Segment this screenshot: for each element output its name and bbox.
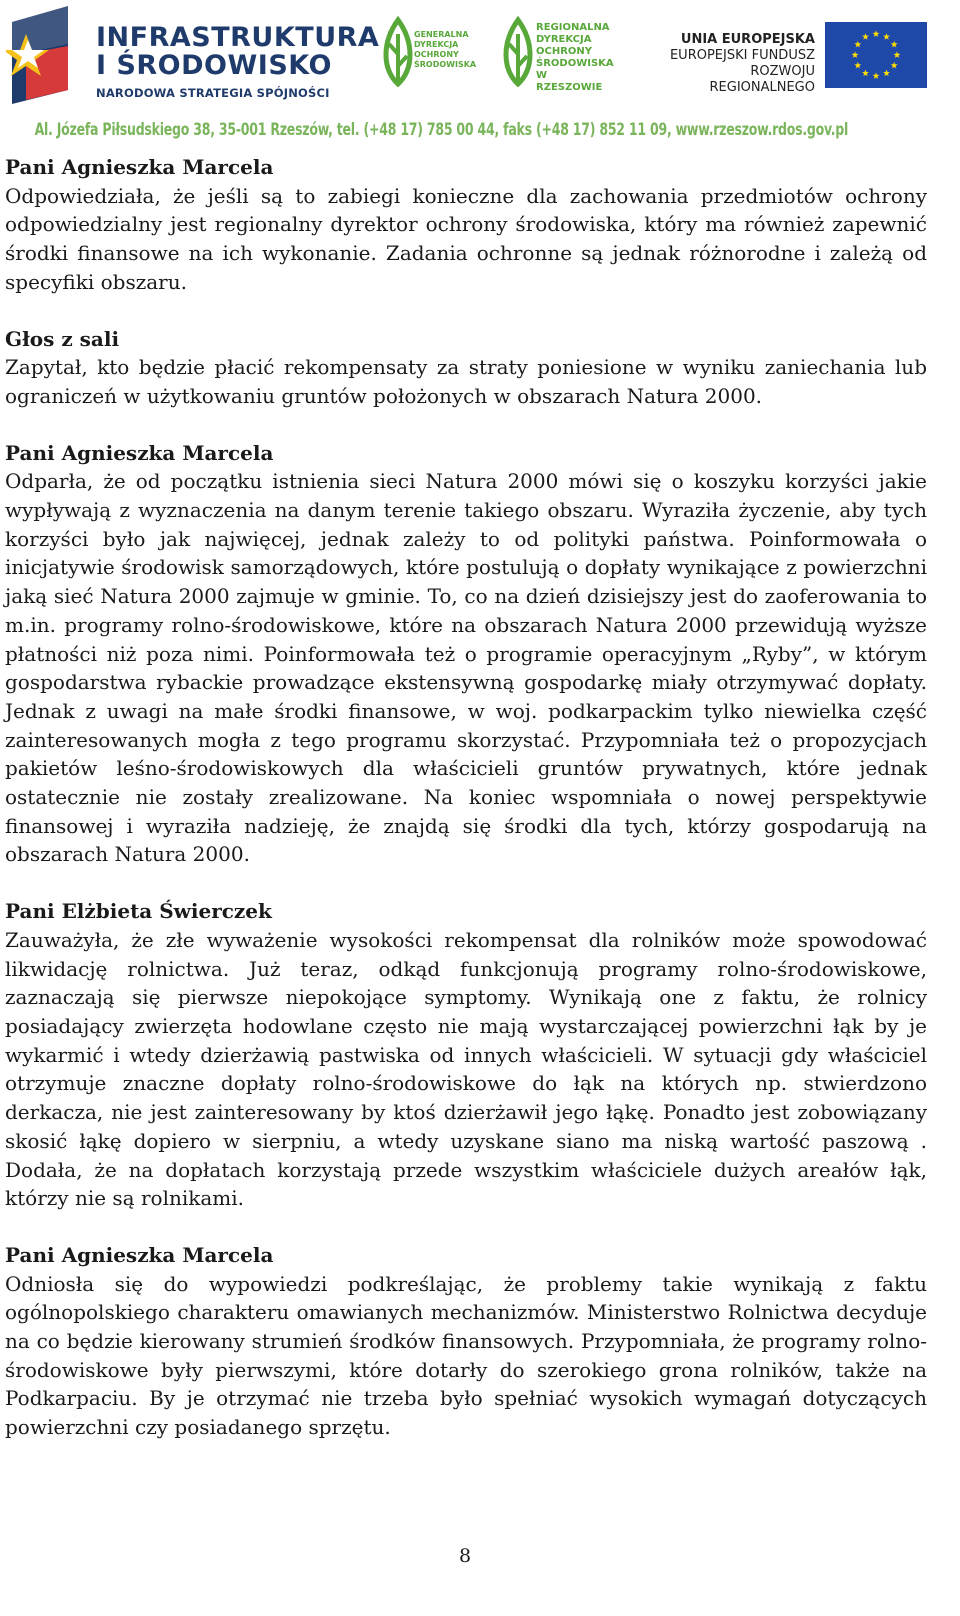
eu-star	[873, 72, 880, 79]
eu-star	[883, 33, 890, 40]
statement-text: Odparła, że od początku istnienia sieci Natura 2000 mówi się o koszyku korzyści jakie wypływają z wyznaczenia na danym terenie takiego obszaru. Wyraziła życzenie, aby tych korzyści było jak najwięcej, jednak zależy to od polityki państwa. Poinformowała o inicjatywie środowisk samorządowych, które postulują o dopłaty wynikające z powierzchni jaką sieć Natura 2000 zajmuje w gminie. To, co na dzień dzisiejszy jest do zaoferowania to m.in. programy rolno-środowiskowe, które na obszarach Natura 2000 przewidują wyższe płatności niż poza nimi. Poinformowała też o programie operacyjnym „Ryby”, w którym gospodarstwa rybackie prowadzące ekstensywną gospodarkę miały otrzymywać dopłaty. Jednak z uwagi na małe środki finansowe, w woj. podkarpackim tylko niewielka część zainteresowanych mogła z tego programu skorzystać. Przypomniała też o propozycjach pakietów leśno-środowiskowych dla właścicieli gruntów prywatnych, które jednak ostatecznie nie zostały zrealizowane. Na koniec wspomniała o nowej perspektywie finansowej i wyraziła nadzieję, że znajdą się środki dla tych, którzy gospodarują na obszarach Natura 2000.	[5, 469, 927, 867]
statement-block	[5, 153, 927, 297]
gdos-logo	[380, 14, 477, 94]
statement-block	[5, 439, 927, 870]
rdos-text-2: DYREKCJA	[536, 34, 592, 45]
statement-text: Odniosła się do wypowiedzi podkreślając, że problemy takie wynikają z faktu ogólnopolskiego charakteru omawianych mechanizmów. Ministerstwo Rolnictwa decyduje na co będzie kierowany strumień środków finansowych. Przypomniała, że programy rolno-środowiskowe były pierwszymi, które dotarły do szerokiego grona rolników, także na Podkarpaciu. By je otrzymać nie trzeba było spełniać wysokich wymagań dotyczących powierzchni czy posiadanego sprzętu.	[5, 1271, 927, 1440]
eu-star	[891, 62, 898, 69]
star-flag-icon	[6, 4, 86, 104]
infra-title-line2: I ŚRODOWISKO	[96, 50, 332, 81]
eu-flag-icon	[825, 22, 927, 88]
gdos-text-3: OCHRONY	[414, 50, 459, 59]
infra-title-line1: INFRASTRUKTURA	[96, 22, 380, 53]
leaf-icon	[500, 14, 536, 89]
eu-star	[852, 51, 859, 58]
infra-subtitle: NARODOWA STRATEGIA SPÓJNOŚCI	[96, 86, 330, 100]
eu-star	[854, 62, 861, 69]
rdos-text-4: ŚRODOWISKA	[536, 58, 614, 69]
statement-block	[5, 325, 927, 411]
eu-star	[873, 30, 880, 37]
eu-line1: UNIA EUROPEJSKA	[680, 32, 815, 47]
gdos-text-1: GENERALNA	[414, 30, 469, 39]
gdos-text-4: ŚRODOWISKA	[414, 60, 477, 69]
eu-star	[854, 41, 861, 48]
statement-block	[5, 1241, 927, 1442]
eu-star	[883, 70, 890, 77]
eu-line3: ROZWOJU REGIONALNEGO	[709, 64, 815, 95]
speaker-name: Głos z sali	[5, 326, 120, 351]
statement-text: Zapytał, kto będzie płacić rekompensaty za straty poniesione w wyniku zaniechania lub ograniczeń w użytkowaniu gruntów położonych w obszarach Natura 2000.	[5, 355, 927, 408]
page-header	[0, 0, 960, 140]
rdos-text-5: W RZESZOWIE	[536, 70, 603, 93]
speaker-name: Pani Agnieszka Marcela	[5, 1242, 274, 1267]
eu-star	[894, 51, 901, 58]
eu-star	[891, 41, 898, 48]
speaker-name: Pani Agnieszka Marcela	[5, 155, 274, 179]
rdos-text-1: REGIONALNA	[536, 22, 610, 33]
eu-star	[862, 33, 869, 40]
statement-text: Odpowiedziała, że jeśli są to zabiegi konieczne dla zachowania przedmiotów ochrony odpowiedzialny jest regionalny dyrektor ochrony środowiska, który ma również zapewnić środki finansowe na ich wykonanie. Zadania ochronne są jednak różnorodne i zależą od specyfiki obszaru.	[5, 183, 927, 294]
eu-star	[862, 70, 869, 77]
document-body	[5, 153, 927, 1470]
leaf-icon	[380, 14, 416, 89]
statement-text: Zauważyła, że złe wyważenie wysokości rekompensat dla rolników może spowodować likwidację rolnictwa. Już teraz, odkąd funkcjonują programy rolno-środowiskowe, zaznaczają się pierwsze niepokojące symptomy. Wynikają one z faktu, że rolnicy posiadający zwierzęta hodowlane często nie mają wystarczającej powierzchni łąk by je wykarmić i wtedy dzierżawią pastwiska od innych właścicieli. W sytuacji gdy właściciel otrzymuje znaczne dopłaty rolno-środowiskowe do łąk na których np. stwierdzono derkacza, nie jest zainteresowany by ktoś dzierżawił jego łąkę. Ponadto jest zobowiązany skosić łąkę dopiero w sierpniu, a wtedy uzyskane siano ma niską wartość paszową . Dodała, że na dopłatach korzystają przede wszystkim właściciele dużych areałów łąk, którzy nie są rolnikami.	[5, 927, 927, 1211]
eu-line2: EUROPEJSKI FUNDUSZ	[669, 48, 815, 63]
rdos-text-3: OCHRONY	[536, 46, 593, 57]
speaker-name: Pani Agnieszka Marcela	[5, 440, 274, 465]
speaker-name: Pani Elżbieta Świerczek	[5, 899, 272, 924]
eu-fund-text	[645, 32, 815, 96]
infrastruktura-logo	[6, 4, 380, 104]
page-number: 8	[458, 1545, 472, 1567]
address-line: Al. Józefa Piłsudskiego 38, 35-001 Rzeszów, tel. (+48 17) 785 00 44, faks (+48 17) 852 11 09, www.rzeszow.rdos.gov.pl	[34, 120, 849, 140]
rdos-logo	[500, 14, 614, 94]
statement-block	[5, 897, 927, 1213]
gdos-text-2: DYREKCJA	[414, 40, 459, 49]
